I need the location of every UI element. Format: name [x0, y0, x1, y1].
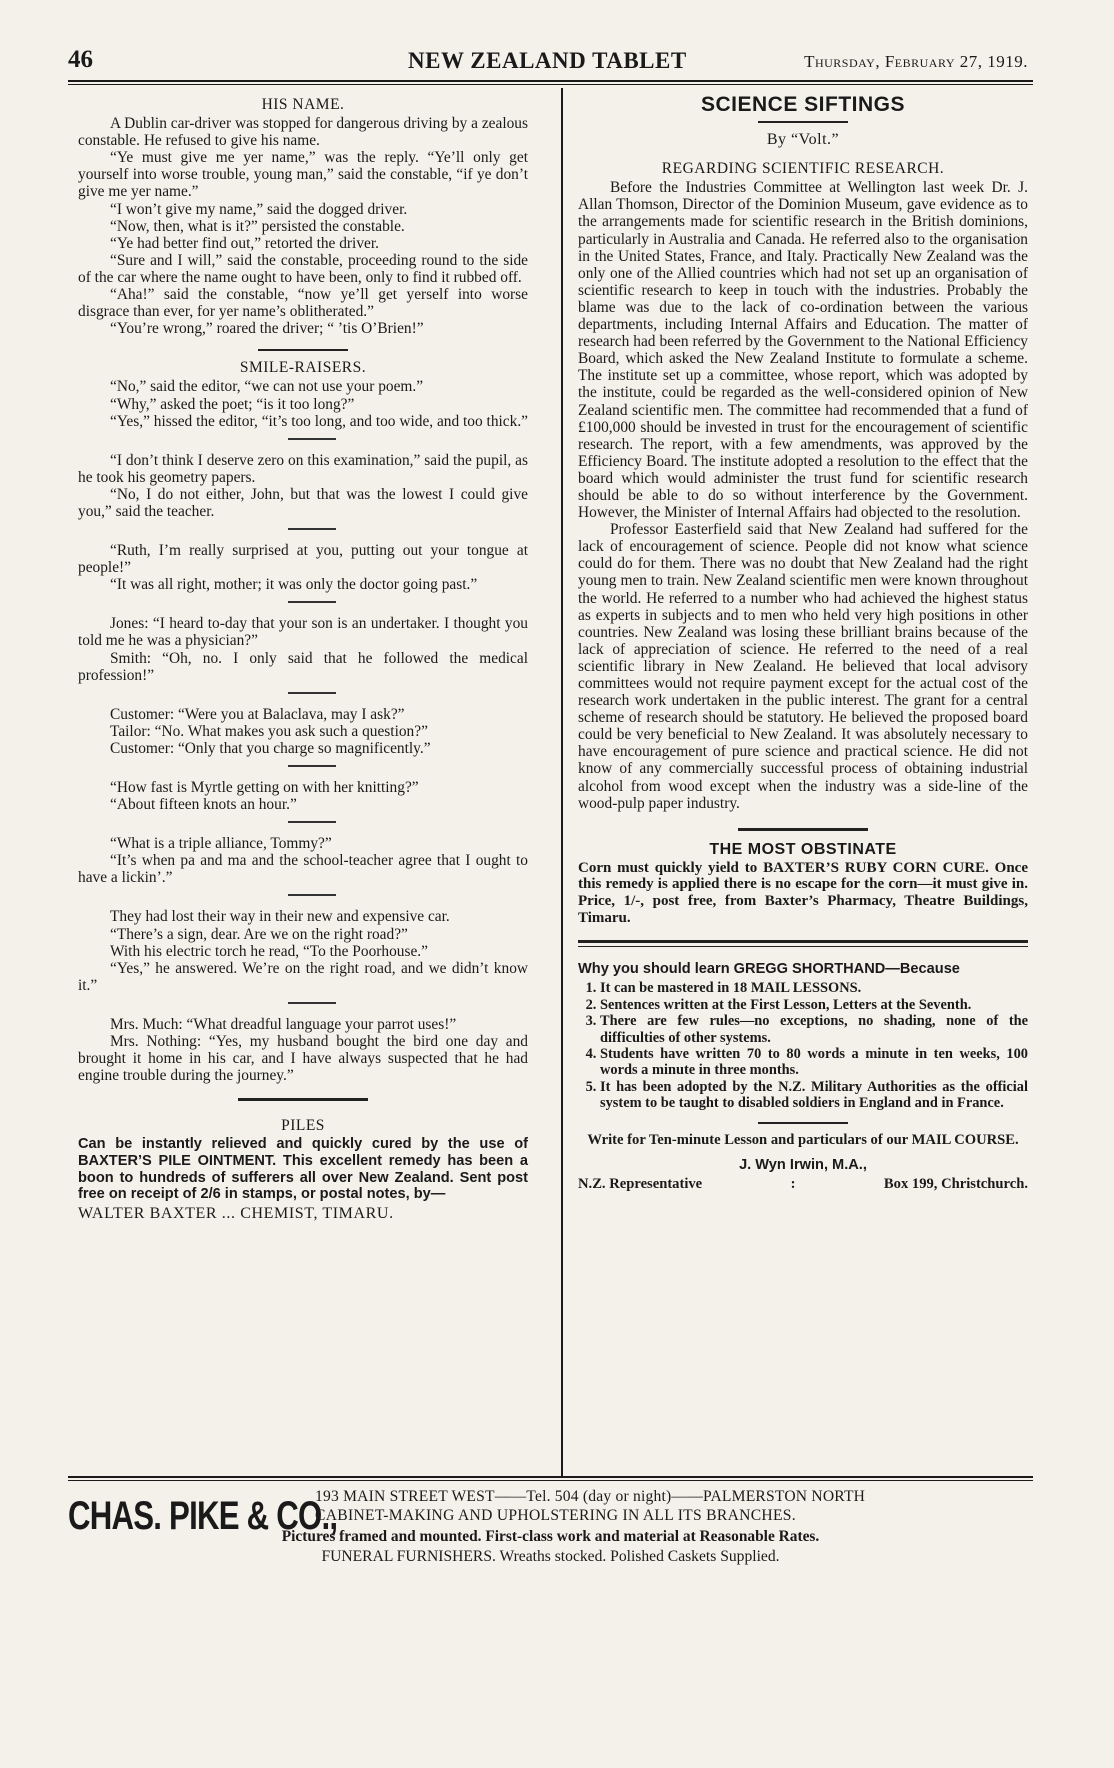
joke-line: With his electric torch he read, “To the Poorhouse.”	[110, 942, 428, 960]
his-name-para: “Ye had better find out,” retorted the driver.	[110, 234, 379, 252]
joke-line: “It was all right, mother; it was only the doctor going past.”	[110, 576, 478, 594]
joke-line: “It’s when pa and ma and the school-teacher agree that I ought to have a lickin’.”	[78, 852, 528, 887]
gregg-reason: 1. It can be mastered in 18 MAIL LESSONS.	[600, 980, 1028, 996]
joke-line: “Yes,” he answered. We’re on the right road, and we didn’t know it.”	[78, 959, 528, 994]
gregg-reason: 5. It has been adopted by the N.Z. Military Authorities as the official system to be taught to disabled soldiers in England and in France.	[600, 1079, 1028, 1112]
joke-separator	[288, 1002, 336, 1004]
his-name-para: “Now, then, what is it?” persisted the constable.	[110, 217, 405, 235]
joke-line: Jones: “I heard to-day that your son is an undertaker. I thought you told me he was a physician?”	[78, 615, 528, 650]
joke-line: “About fifteen knots an hour.”	[110, 796, 297, 814]
joke-separator	[288, 692, 336, 694]
his-name-para: “Sure and I will,” said the constable, proceeding round to the side of the car where the name ought to have been, only to find it rubbed off.	[78, 251, 528, 286]
science-para: Professor Easterfield said that New Zealand had suffered for the lack of encouragement of science. People did not know what science could do for them. There was no doubt that New Zealand had the right young men to train. New Zealand scientific men were known throughout the world. He referred to a number who had achieved the highest status as experts in subjects and to men who held very high positions in other countries. New Zealand was losing these brilliant brains because of the lack of appreciation of science. He referred to the need of a real scientific library in New Zealand. He believed that local advisory committees would not require payment except for the actual cost of the research work undertaken in the public interest. The grant for a central scheme of research should be statutory. He believed the proposed board could be very beneficial to New Zealand. It was absolutely necessary to have encouragement of pure science and practical science. He did not know of any commercially successful process of obtaining industrial alcohol from wood except when the industry was a side-line of the wood-pulp paper industry.	[578, 521, 1028, 812]
ad-border-top	[578, 940, 1028, 943]
joke-separator	[288, 894, 336, 896]
gregg-reason: 2. Sentences written at the First Lesson, Letters at the Seventh.	[600, 997, 1028, 1013]
joke-separator	[288, 601, 336, 603]
column-divider	[561, 88, 563, 1476]
pike-company-name: CHAS. PIKE & CO.,	[68, 1494, 338, 1538]
ad-border-top-thin	[578, 946, 1028, 947]
joke-line: “What is a triple alliance, Tommy?”	[110, 835, 332, 853]
gregg-reasons-list	[578, 980, 1028, 1111]
gregg-contact-line	[578, 1176, 1028, 1193]
joke-line: Tailor: “No. What makes you ask such a question?”	[110, 722, 428, 740]
joke-line: Mrs. Nothing: “Yes, my husband bought the bird one day and brought it home in his car, and I have always suspected that he had engine trouble during the journey.”	[78, 1033, 528, 1085]
section-rule-heavy	[738, 828, 868, 831]
his-name-para: “You’re wrong,” roared the driver; “ ’tis O’Brien!”	[110, 320, 424, 338]
pike-address-line: 193 MAIN STREET WEST——Tel. 504 (day or night)——PALMERSTON NORTH	[315, 1488, 866, 1505]
pike-services-line: CABINET-MAKING AND UPHOLSTERING IN ALL ITS BRANCHES.	[315, 1507, 796, 1524]
his-name-para: “Ye must give me yer name,” was the reply. “Ye’ll only get yourself into worse trouble, young man,” said the constable, “if ye don’t give me yer name.”	[78, 149, 528, 201]
his-name-para: “I won’t give my name,” said the dogged driver.	[110, 200, 408, 218]
newspaper-title: NEW ZEALAND TABLET	[408, 48, 687, 73]
joke-line: “No,” said the editor, “we can not use your poem.”	[110, 378, 424, 396]
science-siftings-title: SCIENCE SIFTINGS	[700, 93, 906, 116]
header-rule-thin	[68, 84, 1033, 85]
section-rule	[258, 349, 348, 351]
joke-line: “I don’t think I deserve zero on this examination,” said the pupil, as he took his geometry papers.	[78, 451, 528, 486]
header-rule	[68, 80, 1033, 82]
pike-funeral-line: FUNERAL FURNISHERS. Wreaths stocked. Polished Caskets Supplied.	[321, 1548, 780, 1565]
joke-line: “Why,” asked the poet; “is it too long?”	[110, 395, 355, 413]
joke-line: “Ruth, I’m really surprised at you, putting out your tongue at people!”	[78, 542, 528, 577]
pike-pictures-line: Pictures framed and mounted. First-class work and material at Reasonable Rates.	[281, 1528, 820, 1545]
joke-line: Customer: “Only that you charge so magnificently.”	[110, 739, 431, 757]
piles-ad-signature: WALTER BAXTER ... CHEMIST, TIMARU.	[78, 1204, 394, 1222]
obstinate-ad-body: Corn must quickly yield to BAXTER’S RUBY CORN CURE. Once this remedy is applied there is no escape for the corn—it must give in. Price, 1/-, post free, from Baxter’s Pharmacy, Theatre Buildings, Timaru.	[578, 859, 1028, 926]
gregg-write-line: Write for Ten-minute Lesson and particulars of our MAIL COURSE.	[587, 1131, 1019, 1148]
footer-rule	[68, 1476, 1033, 1478]
piles-ad-body: Can be instantly relieved and quickly cured by the use of BAXTER’S PILE OINTMENT. This excellent remedy has been a boon to hundreds of sufferers all over New Zealand. Sent post free on receipt of 2/6 in stamps, or postal notes, by—	[78, 1136, 528, 1203]
gregg-representative: N.Z. Representative	[578, 1175, 703, 1192]
joke-separator	[288, 821, 336, 823]
obstinate-ad-title: THE MOST OBSTINATE	[709, 840, 897, 858]
title-rule	[758, 121, 848, 123]
pike-advert	[68, 1486, 1033, 1586]
joke-line: Smith: “Oh, no. I only said that he followed the medical profession!”	[78, 649, 528, 684]
science-byline: By “Volt.”	[766, 131, 840, 149]
joke-line: “No, I do not either, John, but that was the lowest I could give you,” said the teacher.	[78, 485, 528, 520]
gregg-ad-title: Why you should learn GREGG SHORTHAND—Because	[578, 961, 960, 978]
page-number: 46	[68, 46, 93, 73]
joke-separator	[288, 438, 336, 440]
right-column	[578, 93, 1028, 1193]
joke-line: Customer: “Were you at Balaclava, may I ask?”	[110, 705, 405, 723]
joke-line: They had lost their way in their new and expensive car.	[110, 908, 450, 926]
section-rule-heavy	[238, 1098, 368, 1101]
left-column	[78, 96, 528, 1222]
gregg-contact-name: J. Wyn Irwin, M.A.,	[739, 1156, 867, 1173]
gregg-rule	[758, 1122, 848, 1124]
joke-line: Mrs. Much: “What dreadful language your parrot uses!”	[110, 1015, 457, 1033]
his-name-para: A Dublin car-driver was stopped for dangerous driving by a zealous constable. He refused to give his name.	[78, 115, 528, 150]
smile-raisers-title: SMILE-RAISERS.	[239, 359, 367, 377]
his-name-title: HIS NAME.	[261, 96, 345, 113]
joke-separator	[288, 528, 336, 530]
joke-separator	[288, 765, 336, 767]
gregg-reason: 4. Students have written 70 to 80 words a minute in ten weeks, 100 words a minute in three months.	[600, 1046, 1028, 1079]
joke-line: “There’s a sign, dear. Are we on the right road?”	[110, 925, 408, 943]
footer-rule-thin	[68, 1480, 1033, 1481]
joke-line: “How fast is Myrtle getting on with her knitting?”	[110, 779, 419, 796]
gregg-reason: 3. There are few rules—no exceptions, no shading, none of the difficulties of other systems.	[600, 1013, 1028, 1046]
gregg-box: Box 199, Christchurch.	[883, 1175, 1028, 1192]
science-para: Before the Industries Committee at Wellington last week Dr. J. Allan Thomson, Director of the Dominion Museum, gave evidence as to the arrangements made for scientific research in the British dominions, particularly in Australia and Canada. He referred also to the organisation in the United States, France, and Italy. Practically New Zealand was the only one of the Allied countries which had not set up an organisation of scientific research to keep in touch with the industries. Probably the blame was due to the lack of co-ordination between the various departments, including Internal Affairs and Education. The matter of research had been referred by the Government to the National Efficiency Board, which asked the New Zealand Institute to formulate a scheme. The institute set up a committee, whose report, which was adopted by the institute, could be regarded as the well-considered opinion of New Zealand scientific men. The committee had recommended that a fund of £100,000 should be invested in trust for the encouragement of scientific research. The report, with a few amendments, was approved by the Efficiency Board. The institute adopted a resolution to the effect that the board which would administer the trust fund for scientific research should be able to do so without interference by the Government. However, the Minister of Internal Affairs had objected to the resolution.	[578, 179, 1028, 522]
joke-line: “Yes,” hissed the editor, “it’s too long, and too wide, and too thick.”	[110, 412, 529, 430]
his-name-para: “Aha!” said the constable, “now ye’ll get yerself into worse disgrace than ever, for yer name’s oblitherated.”	[78, 286, 528, 321]
science-subtitle: REGARDING SCIENTIFIC RESEARCH.	[661, 160, 945, 178]
piles-ad-title: PILES	[281, 1117, 325, 1135]
gregg-colon: :	[790, 1175, 796, 1192]
issue-date: Thursday, February 27, 1919.	[804, 52, 1028, 71]
page-header	[68, 46, 1028, 76]
